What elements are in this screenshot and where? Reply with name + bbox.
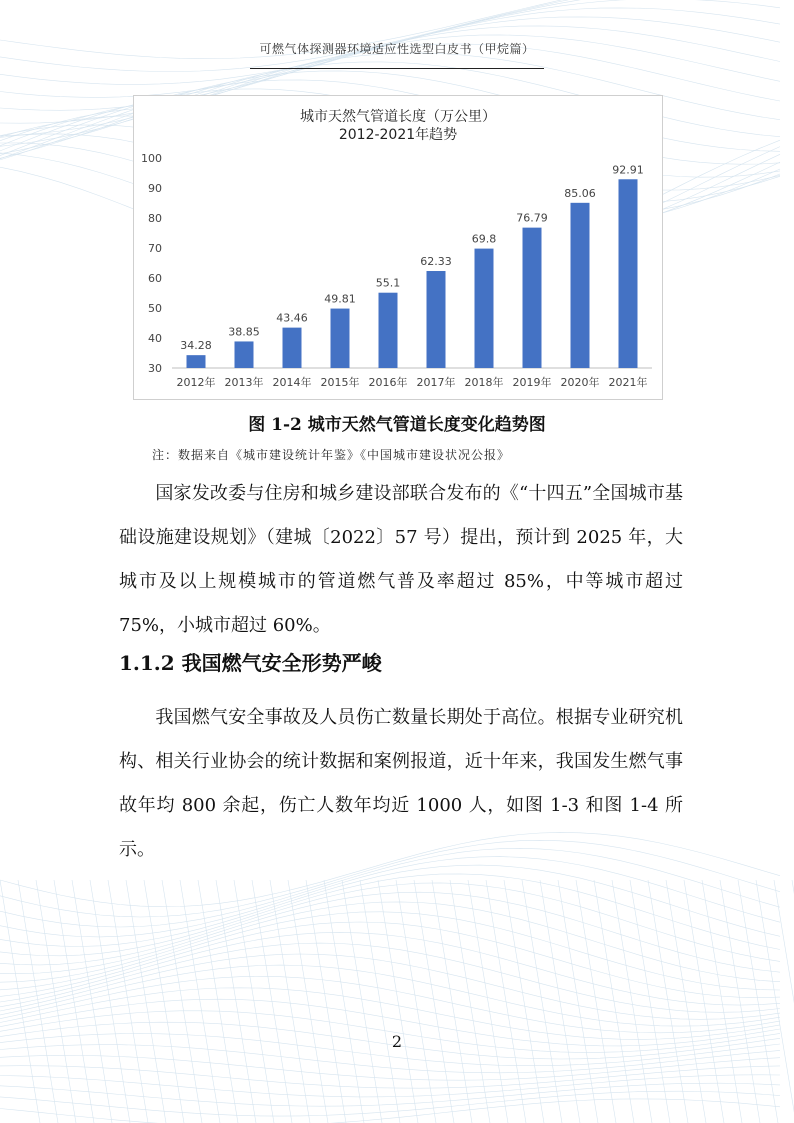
bar	[331, 309, 350, 368]
y-tick-label: 100	[141, 152, 162, 165]
data-label: 34.28	[180, 339, 212, 353]
wave-mesh-line	[630, 880, 670, 1123]
wave-mesh-line	[18, 880, 58, 1123]
wave-mesh-line	[756, 880, 794, 1123]
bar	[475, 249, 494, 368]
bar	[379, 293, 398, 368]
x-tick-label: 2013年	[224, 376, 264, 389]
wave-line-bottom	[0, 954, 780, 1019]
x-tick-label: 2018年	[464, 376, 504, 389]
wave-mesh-line	[558, 880, 598, 1123]
body-paragraph-1	[119, 472, 683, 648]
x-tick-label: 2020年	[560, 376, 600, 389]
chart-subtitle: 2012-2021年趋势	[338, 127, 458, 143]
bar	[619, 179, 638, 368]
x-tick-label: 2014年	[272, 376, 312, 389]
data-label: 76.79	[516, 211, 548, 225]
y-tick-label: 80	[148, 212, 162, 225]
data-label: 92.91	[612, 163, 644, 177]
page-number: 2	[391, 1032, 403, 1051]
bar	[427, 271, 446, 368]
data-label: 49.81	[324, 292, 356, 306]
data-label: 69.8	[471, 232, 497, 246]
wave-mesh-line	[306, 880, 346, 1123]
y-tick-label: 70	[148, 242, 162, 255]
wave-mesh-line	[378, 880, 418, 1123]
x-tick-label: 2021年	[608, 376, 648, 389]
x-tick-label: 2017年	[416, 376, 456, 389]
wave-mesh-line	[36, 880, 76, 1123]
y-tick-label: 40	[148, 332, 162, 345]
wave-mesh-line	[414, 880, 454, 1123]
y-tick-label: 60	[148, 272, 162, 285]
wave-mesh-line	[720, 880, 760, 1123]
wave-mesh-line	[684, 880, 724, 1123]
data-label: 62.33	[420, 255, 452, 269]
wave-mesh-line	[288, 880, 328, 1123]
wave-mesh-line	[504, 880, 544, 1123]
wave-line-bottom	[0, 965, 780, 1026]
wave-mesh-line	[702, 880, 742, 1123]
wave-line-bottom	[0, 1091, 780, 1116]
wave-line-top	[0, 0, 780, 71]
wave-line-bottom	[0, 1099, 780, 1123]
section-heading: 1.1.2 我国燃气安全形势严峻	[119, 651, 382, 675]
x-tick-label: 2012年	[176, 376, 216, 389]
wave-mesh-line	[432, 880, 472, 1123]
bar	[571, 203, 590, 368]
figure-note: 注：数据来自《城市建设统计年鉴》《中国城市建设状况公报》	[152, 448, 511, 462]
running-header: 可燃气体探测器环境适应性选型白皮书（甲烷篇）	[259, 42, 535, 56]
y-tick-label: 90	[148, 182, 162, 195]
bar	[283, 328, 302, 368]
wave-mesh-line	[396, 880, 436, 1123]
wave-mesh-line	[666, 880, 706, 1123]
wave-mesh-line	[450, 880, 490, 1123]
wave-mesh-line	[540, 880, 580, 1123]
data-label: 43.46	[276, 311, 308, 325]
figure-caption: 图 1-2 城市天然气管道长度变化趋势图	[248, 415, 546, 435]
x-tick-label: 2019年	[512, 376, 552, 389]
y-tick-label: 30	[148, 362, 162, 375]
wave-line-bottom	[0, 932, 780, 1005]
bar	[235, 341, 254, 368]
wave-line-bottom	[0, 874, 780, 956]
body-paragraph-1-text: 国家发改委与住房和城乡建设部联合发布的《“十四五”全国城市基础设施建设规划》（建城〔2022〕57 号）提出，预计到 2025 年，大城市及以上规模城市的管道燃气普及率超过 85%，中等城市超过 75%，小城市超过 60%。	[119, 483, 684, 636]
body-paragraph-2	[119, 696, 683, 872]
data-label: 38.85	[228, 325, 260, 339]
body-paragraph-2-text: 我国燃气安全事故及人员伤亡数量长期处于高位。根据专业研究机构、相关行业协会的统计数据和案例报道，近十年来，我国发生燃气事故年均 800 余起，伤亡人数年均近 1000 人，如图 1-3 和图 1-4 所示。	[119, 707, 684, 860]
header-rule	[250, 68, 544, 69]
data-label: 85.06	[564, 186, 596, 200]
chart-plot	[134, 96, 662, 399]
wave-line-bottom	[0, 1083, 780, 1106]
wave-mesh-line	[522, 880, 562, 1123]
wave-line-bottom	[0, 976, 780, 1032]
x-tick-label: 2015年	[320, 376, 360, 389]
bar	[187, 355, 206, 368]
bar-chart	[133, 95, 663, 400]
x-tick-label: 2016年	[368, 376, 408, 389]
data-label: 55.1	[375, 276, 401, 290]
wave-line-bottom	[0, 1066, 780, 1089]
wave-mesh-line	[774, 880, 794, 1123]
chart-title: 城市天然气管道长度（万公里）	[300, 109, 496, 125]
wave-mesh-line	[576, 880, 616, 1123]
wave-mesh-line	[360, 880, 400, 1123]
bar	[523, 228, 542, 368]
wave-mesh-line	[486, 880, 526, 1123]
y-tick-label: 50	[148, 302, 162, 315]
